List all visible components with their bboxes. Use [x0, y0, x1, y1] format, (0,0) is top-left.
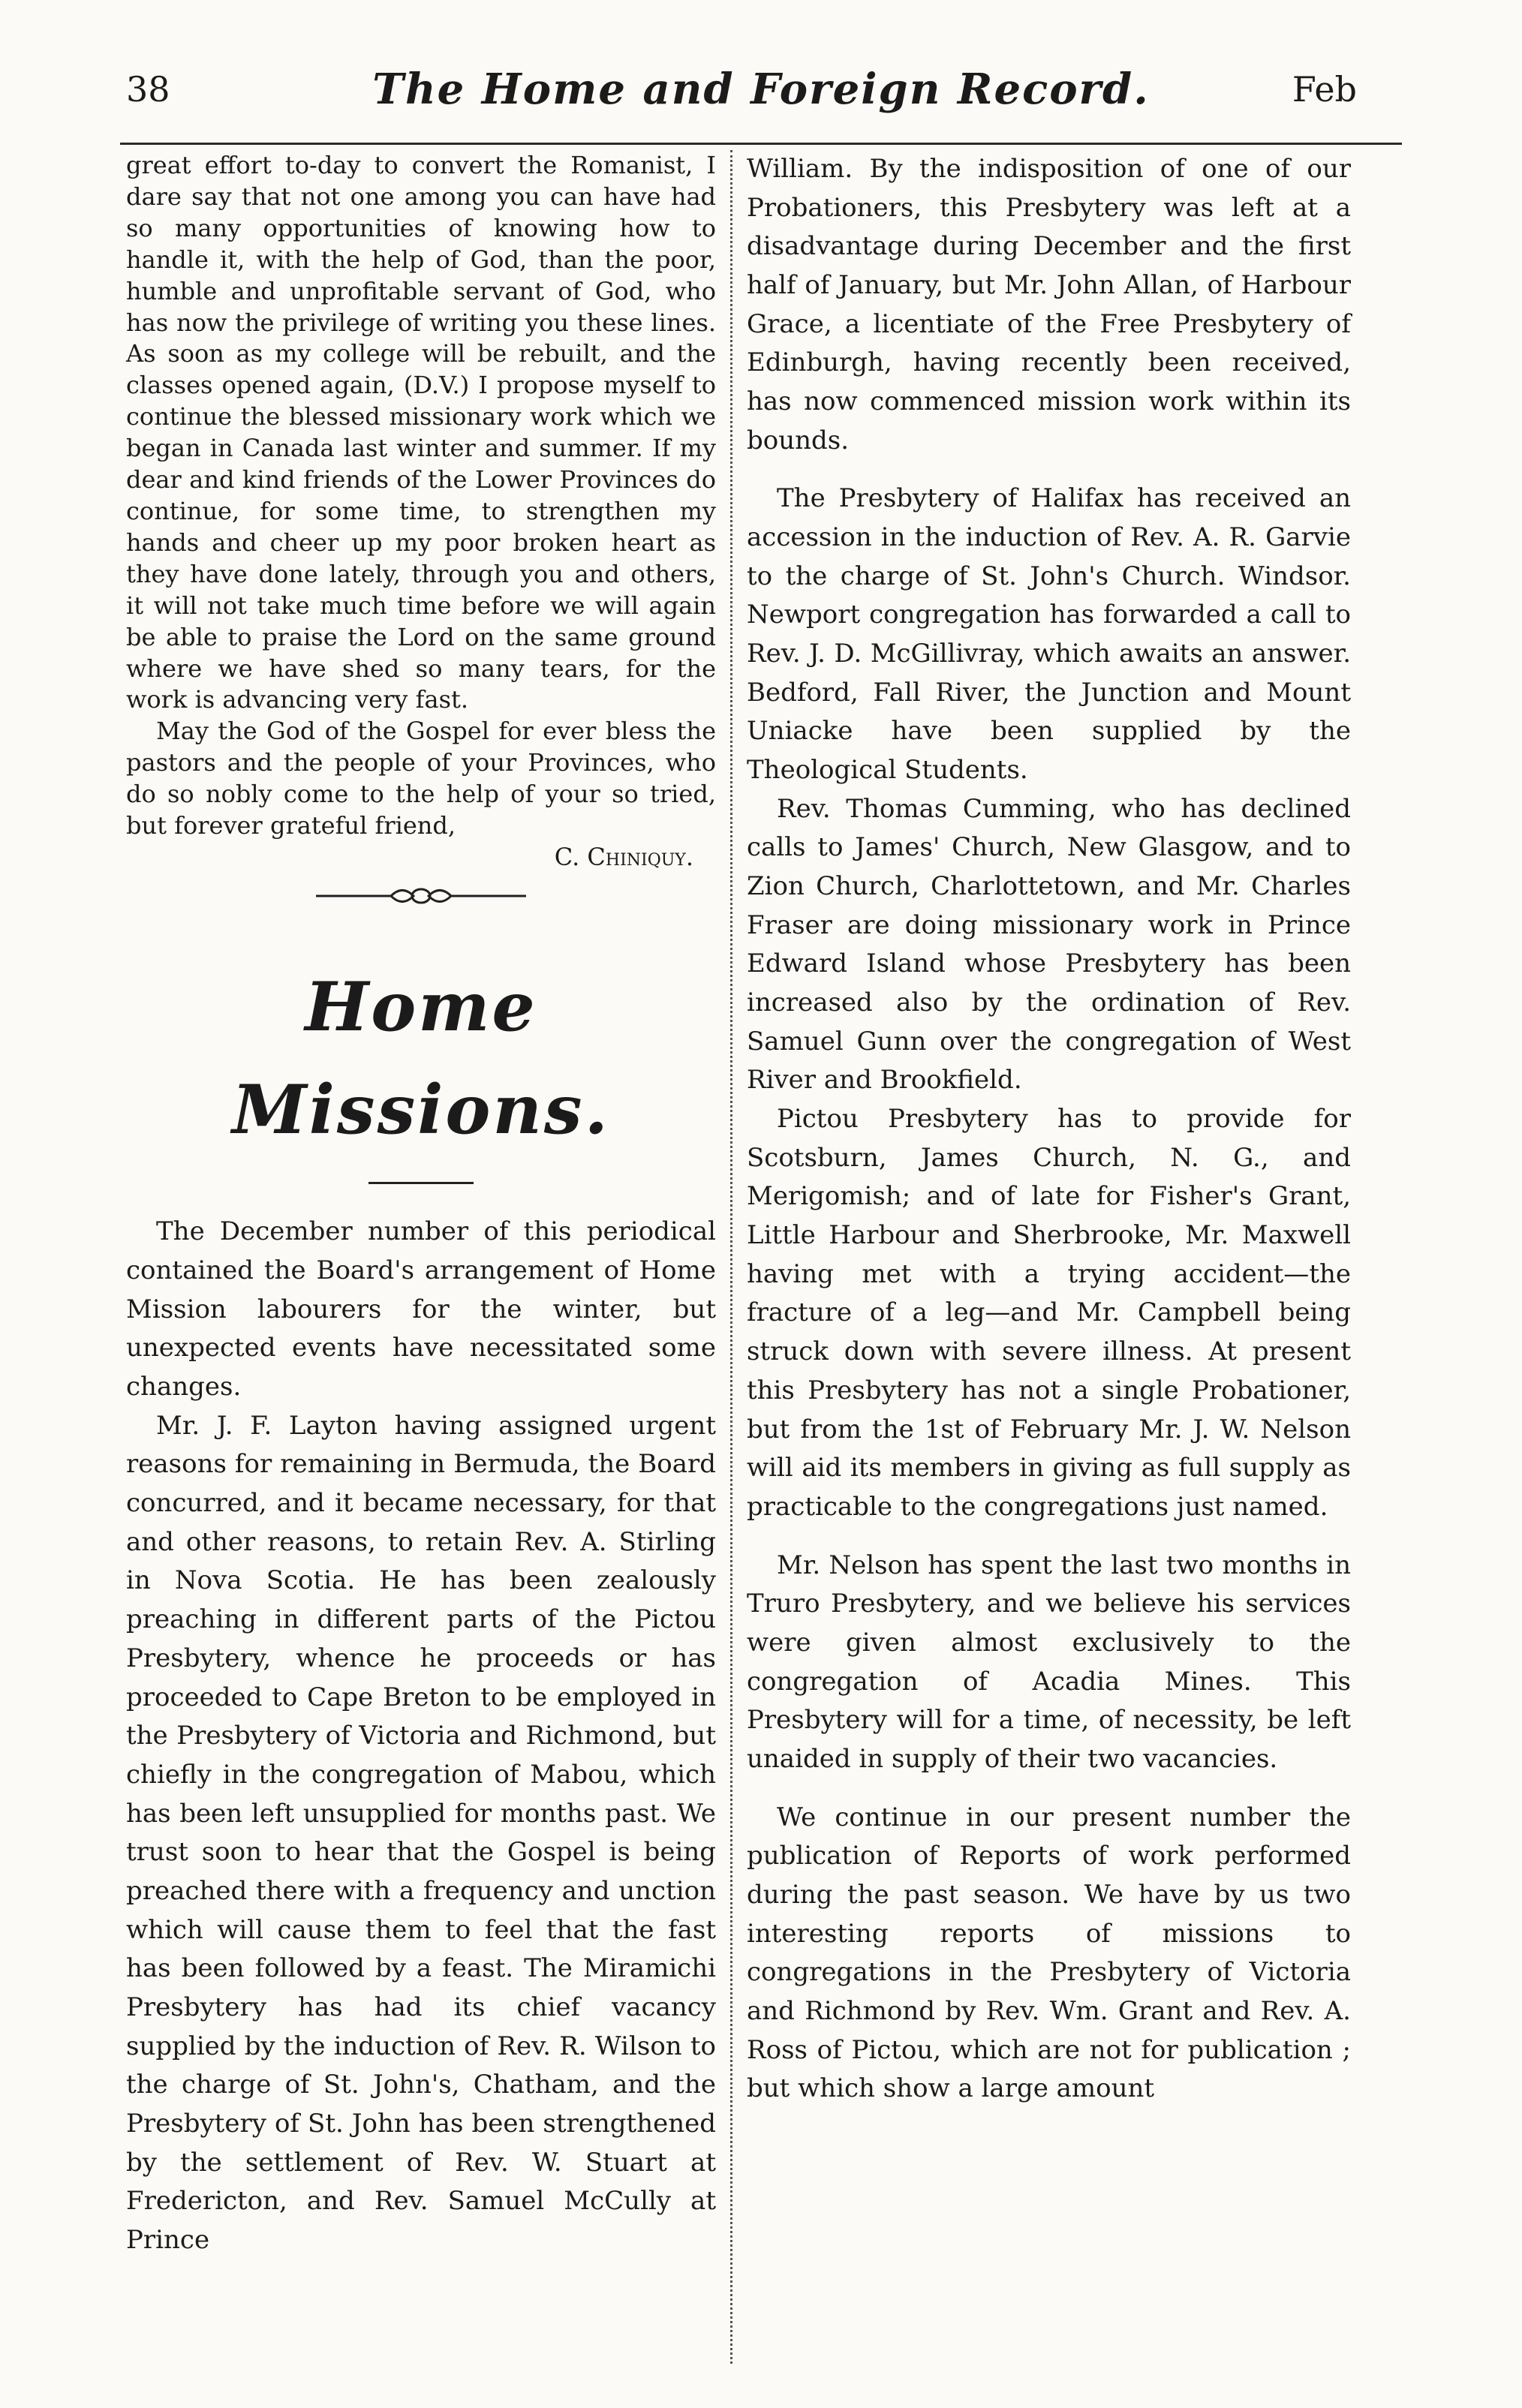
- letter-paragraph: great effort to-day to convert the Romanist, I dare say that not one among you can have had so many opportunities of knowing how to handle it, with the help of God, than the poor, humble and unprofitable servant of God, who has now the privilege of writing you these lines. As soon as my college will be rebuilt, and the classes opened again, (D.V.) I propose myself to continue the blessed missionary work which we began in Canada last winter and summer. If my dear and kind friends of the Lower Provinces do continue, for some time, to strengthen my hands and cheer up my poor broken heart as they have done lately, through you and others, it will not take much time before we will again be able to praise the Lord on the same ground where we have shed so many tears, for the work is advancing very fast.: [126, 151, 716, 714]
- section-title: Home Missions.: [232, 967, 610, 1150]
- letter-signature: [126, 842, 716, 873]
- page-header: [0, 0, 1522, 150]
- signature-text: C. Chiniquy.: [554, 842, 693, 871]
- left-column: [126, 150, 716, 2260]
- article-paragraph: Pictou Presbytery has to provide for Scotsburn, James Church, N. G., and Merigomish; and of late for Fisher's Grant, Little Harbour and Sherbrooke, Mr. Maxwell having met with a trying accident—the fracture of a leg—and Mr. Campbell being struck down with severe illness. At present this Presbytery has not a single Probationer, but from the 1st of February Mr. J. W. Nelson will aid its members in giving as full supply as practicable to the congregations just named.: [747, 1104, 1351, 1522]
- mission-paragraph: The December number of this periodical contained the Board's arrangement of Home Mission labourers for the winter, but unexpected events have necessitated some changes.: [126, 1216, 716, 1402]
- letter-paragraph: May the God of the Gospel for ever bless the pastors and the people of your Provinces, who do so nobly come to the help of your so tried, but forever grateful friend,: [126, 717, 716, 840]
- page-number: 38: [126, 69, 170, 110]
- article-paragraph: The Presbytery of Halifax has received an accession in the induction of Rev. A. R. Garvie to the charge of St. John's Church. Windsor. Newport congregation has forwarded a call to Rev. J. D. McGillivray, which awaits an answer. Bedford, Fall River, the Junction and Mount Uniacke have been supplied by the Theological Students.: [747, 483, 1351, 786]
- column-divider: [730, 150, 732, 2364]
- title-rule: [368, 1182, 474, 1184]
- right-column: [747, 150, 1351, 2109]
- issue-month: Feb: [1292, 69, 1357, 110]
- article-paragraph: William. By the indisposition of one of our Probationers, this Presbytery was left at a disadvantage during December and the first half of January, but Mr. John Allan, of Harbour Grace, a licentiate of the Free Presbytery of Edinburgh, having recently been received, has now commenced mission work within its bounds.: [747, 154, 1351, 455]
- header-rule: [120, 143, 1402, 145]
- article-paragraph: Rev. Thomas Cumming, who has declined calls to James' Church, New Glasgow, and to Zion Church, Charlottetown, and Mr. Charles Fraser are doing missionary work in Prince Edward Island whose Presbytery has been increased also by the ordination of Rev. Samuel Gunn over the congregation of West River and Brookfield.: [747, 793, 1351, 1096]
- letter-section: [126, 150, 716, 873]
- article-paragraph: Mr. Nelson has spent the last two months in Truro Presbytery, and we believe his services were given almost exclusively to the congregation of Acadia Mines. This Presbytery will for a time, of necessity, be left unaided in supply of their two vacancies.: [747, 1550, 1351, 1774]
- running-title: The Home and Foreign Record.: [372, 65, 1150, 114]
- article-paragraph: We continue in our present number the publication of Reports of work performed during the past season. We have by us two interesting reports of missions to congregations in the Presbytery of Victoria and Richmond by Rev. Wm. Grant and Rev. A. Ross of Pictou, which are not for publication ; but which show a large amount: [747, 1802, 1351, 2104]
- home-missions-section: [126, 1213, 716, 2259]
- mission-paragraph: Mr. J. F. Layton having assigned urgent reasons for remaining in Bermuda, the Board concurred, and it became necessary, for that and other reasons, to retain Rev. A. Stirling in Nova Scotia. He has been zealously preaching in different parts of the Pictou Presbytery, whence he proceeds or has proceeded to Cape Breton to be employed in the Presbytery of Victoria and Richmond, but chiefly in the congregation of Mabou, which has been left unsupplied for months past. We trust soon to hear that the Gospel is being preached there with a frequency and unction which will cause them to feel that the fast has been followed by a feast. The Miramichi Presbytery has had its chief vacancy supplied by the induction of Rev. R. Wilson to the charge of St. John's, Chatham, and the Presbytery of St. John has been strengthened by the settlement of Rev. W. Stuart at Fredericton, and Rev. Samuel McCully at Prince: [126, 1410, 716, 2255]
- ornamental-divider-icon: [308, 881, 534, 911]
